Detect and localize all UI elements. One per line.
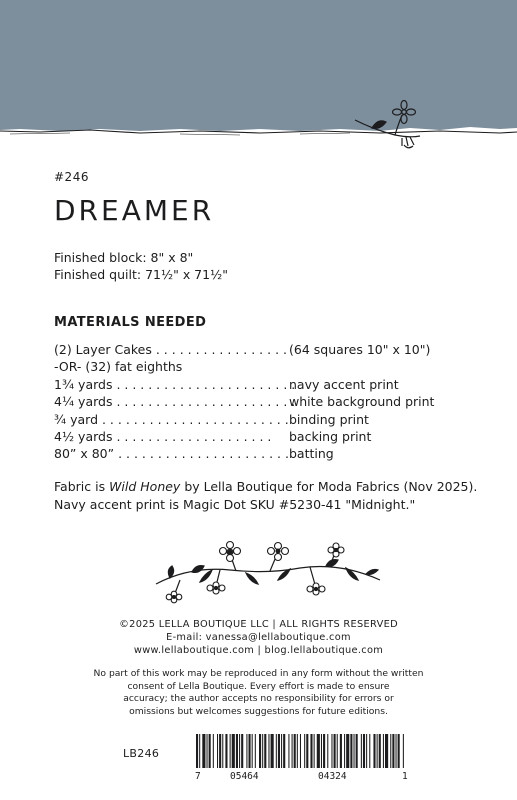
barcode-bar [392, 734, 394, 768]
barcode-bar [385, 734, 388, 768]
barcode-bar [196, 734, 198, 768]
barcode-bar [334, 734, 336, 768]
barcode-bar [377, 734, 378, 768]
barcode-bar [262, 734, 263, 768]
barcode-bar [356, 734, 358, 768]
barcode-bar [222, 734, 223, 768]
barcode-bar [317, 734, 320, 768]
barcode-bar [314, 734, 315, 768]
material-quantity: ¾ yard . . . . . . . . . . . . . . . . . . . . . . . . [54, 411, 289, 427]
material-description: batting [289, 446, 334, 462]
fabric-suffix: by Lella Boutique for Moda Fabrics (Nov 2025). [180, 479, 478, 494]
barcode-bar [398, 734, 400, 768]
material-quantity: (2) Layer Cakes . . . . . . . . . . . . . . . . . [54, 342, 287, 357]
barcode-digit: 7 [195, 771, 201, 782]
material-description: backing print [289, 428, 372, 444]
barcode-bar [379, 734, 381, 768]
floral-vine-illustration [150, 540, 386, 606]
material-description: white background print [289, 394, 435, 410]
website-links: www.lellaboutique.com | blog.lellaboutique.com [133, 645, 384, 656]
barcode-bar [271, 734, 274, 768]
sku-label: LB246 [123, 747, 160, 760]
barcode-bar [217, 734, 218, 768]
material-quantity: 80” x 80” . . . . . . . . . . . . . . . . . . . . . . [54, 446, 289, 462]
disclaimer-line: omissions but welcomes suggestions for future editions. [129, 705, 388, 717]
fabric-line [54, 478, 477, 496]
disclaimer-line: No part of this work may be reproduced in any form without the written [93, 668, 424, 679]
barcode-bar [259, 734, 261, 768]
barcode-bar [230, 734, 231, 768]
barcode-bar [310, 734, 312, 768]
barcode-bar [344, 734, 345, 768]
barcode-digit: 05464 [230, 771, 259, 782]
barcode-bar [241, 734, 243, 768]
material-quantity: 1¾ yards . . . . . . . . . . . . . . . . . . . . . . . [54, 376, 296, 392]
barcode-bar [199, 734, 200, 768]
barcode-bar [383, 734, 384, 768]
barcode-bar [232, 734, 235, 768]
barcode-bar [246, 734, 247, 768]
barcode-digit: 04324 [318, 771, 347, 782]
barcode-bar [363, 734, 365, 768]
material-description: (64 squares 10" x 10") [289, 342, 431, 357]
barcode-bar [366, 734, 367, 768]
barcode-bar [354, 734, 355, 768]
barcode-bar [300, 734, 301, 768]
barcode-bar [340, 734, 342, 768]
barcode-bar [323, 734, 325, 768]
copyright-line: ©2025 LELLA BOUTIQUE LLC | ALL RIGHTS RESERVED [119, 619, 398, 630]
barcode-bar [373, 734, 375, 768]
barcode-bar [288, 734, 289, 768]
barcode-bar [209, 734, 211, 768]
barcode-bar [337, 734, 338, 768]
finished-sizes [54, 249, 228, 283]
pattern-title: DREAMER [54, 194, 215, 227]
barcode-bar [278, 734, 280, 768]
material-description: navy accent print [289, 376, 399, 392]
barcode-bar [331, 734, 332, 768]
barcode-bar [225, 734, 227, 768]
barcode-bar [219, 734, 221, 768]
barcode-bar [268, 734, 269, 768]
copyright-block [0, 618, 517, 657]
barcode-bar [297, 734, 298, 768]
barcode-bar [236, 734, 238, 768]
fabric-collection-name: Wild Honey [109, 479, 181, 494]
materials-heading: MATERIALS NEEDED [54, 315, 207, 330]
barcode-bar [252, 734, 253, 768]
barcode-bar [213, 734, 214, 768]
fabric-note [54, 478, 477, 513]
header-banner [0, 0, 517, 150]
barcode-bar [294, 734, 296, 768]
barcode-bar [239, 734, 240, 768]
barcode-bar [249, 734, 251, 768]
barcode-bar [283, 734, 285, 768]
barcode-bar [350, 734, 352, 768]
barcode-bar [202, 734, 205, 768]
disclaimer [50, 668, 467, 718]
material-quantity: 4¼ yards . . . . . . . . . . . . . . . . . . . . . . . [54, 394, 296, 410]
barcode-bar [346, 734, 349, 768]
barcode-bar [361, 734, 362, 768]
barcode-bar [403, 734, 404, 768]
barcode-bar [327, 734, 328, 768]
fabric-prefix: Fabric is [54, 479, 110, 494]
material-description: binding print [289, 411, 369, 427]
barcode-bar [255, 734, 256, 768]
barcode-bar [390, 734, 391, 768]
accent-print-line: Navy accent print is Magic Dot SKU #5230-41 "Midnight." [54, 496, 416, 512]
contact-email: E-mail: vanessa@lellaboutique.com [166, 632, 351, 643]
barcode-bar [276, 734, 277, 768]
finished-quilt: Finished quilt: 71½" x 71½" [54, 267, 228, 282]
barcode-bar [306, 734, 308, 768]
barcode-bar [207, 734, 208, 768]
finished-block: Finished block: 8" x 8" [54, 250, 194, 265]
material-quantity: -OR- (32) fat eighths [54, 359, 183, 375]
disclaimer-line: consent of Lella Boutique. Every effort is made to ensure [127, 680, 390, 692]
barcode-bar [321, 734, 322, 768]
barcode-bar [292, 734, 293, 768]
material-quantity: 4½ yards . . . . . . . . . . . . . . . . . . . . [54, 428, 272, 444]
barcode-bar [396, 734, 397, 768]
barcode-bar [369, 734, 370, 768]
disclaimer-line: accuracy; the author accepts no responsibility for errors or [123, 693, 394, 705]
pattern-number: #246 [54, 170, 89, 184]
barcode-bar [264, 734, 266, 768]
barcode-bar [304, 734, 305, 768]
barcode-digit: 1 [402, 771, 408, 782]
barcode-bar [281, 734, 282, 768]
barcode [190, 734, 412, 772]
